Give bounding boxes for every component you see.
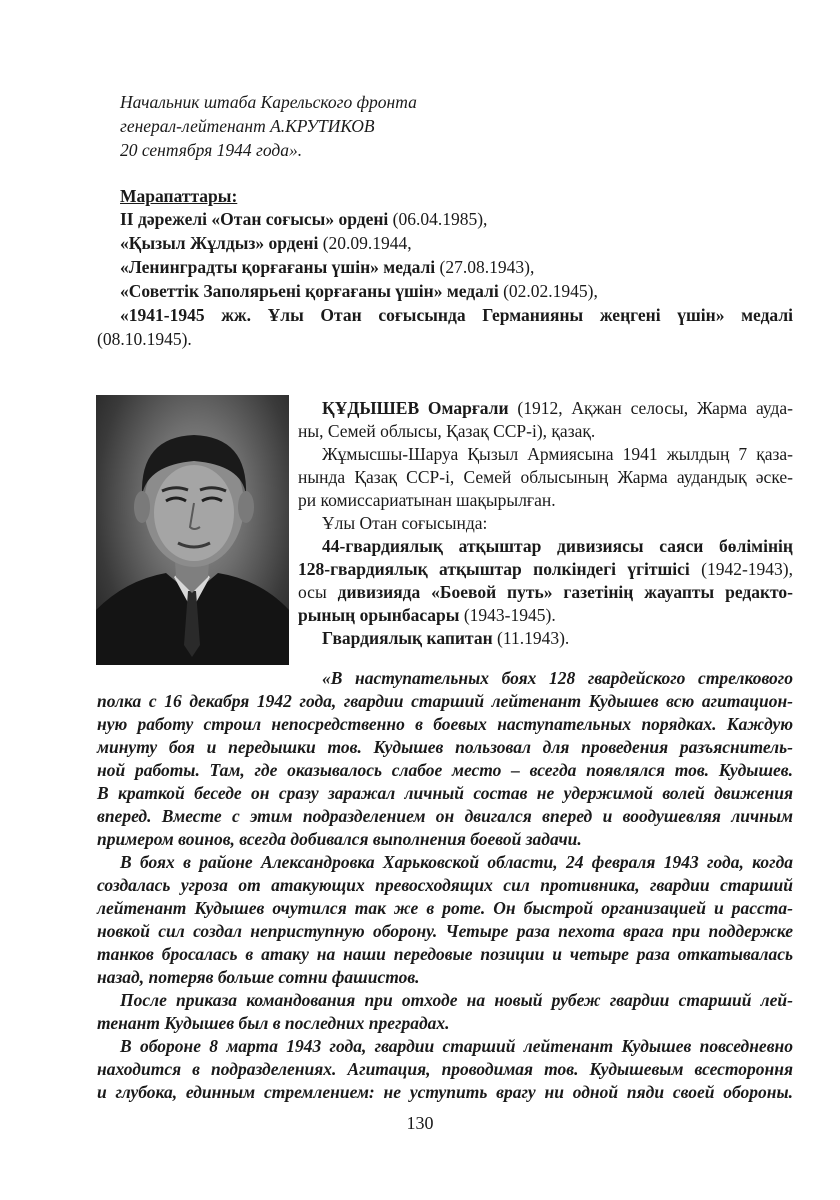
person-name: ҚҰДЫШЕВ Омарғали [322,398,509,418]
bio-text: дивизияда «Боевой путь» газетінің жауапты редакто- [337,582,793,602]
bio-text: рының орынбасары [298,605,460,625]
bio-line: ны, Семей облысы, Қазақ ССР-і), қазақ. [298,421,596,441]
citation-line: создалась угроза от атакующих превосходящих сил противника, гвардии старший [97,875,793,895]
bio-line: Ұлы Отан соғысында: [322,513,488,533]
citation-line: и глубока, единным стремлением: не уступить врагу ни одной пяди своей обороны. [97,1082,793,1102]
citation-line: ной работы. Там, где оказывалось слабое место – всегда появлялся тов. Кудышев. [97,760,793,780]
citation-line: вперед. Вместе с этим подразделением он двигался вперед и воодушевляя личным [97,806,793,826]
signature-line: 20 сентября 1944 года». [120,140,303,160]
bio-line: ри комиссариатынан шақырылған. [298,490,556,510]
award-date: (02.02.1945), [498,281,598,301]
award-item [120,304,793,326]
bio-text: 128-гвардиялық атқыштар полкіндегі үгітшісі [298,559,690,579]
bio-text: (1912, Ақжан селосы, Жарма ауда- [508,398,793,418]
bio-line [322,627,569,649]
citation-line: назад, потеряв больше сотни фашистов. [97,967,420,987]
awards-heading: Марапаттары: [120,186,238,206]
bio-text: осы [298,582,338,602]
citation-line: В обороне 8 марта 1943 года, гвардии старший лейтенант Кудышев повседневно [120,1036,793,1056]
citation-line: ную работу строил непосредственно в боевых наступательных порядках. Каждую [97,714,793,734]
bio-line: нында Қазақ ССР-і, Семей облысының Жарма аудандық әске- [298,467,793,487]
award-date: (06.04.1985), [388,209,488,229]
award-item [120,280,598,302]
bio-line [298,558,793,580]
bio-text: (1943-1945). [459,605,556,625]
award-name: «Қызыл Жұлдыз» ордені [120,233,319,253]
signature-line: генерал-лейтенант А.КРУТИКОВ [120,116,375,136]
bio-line [298,581,793,603]
citation-line: находится в подразделениях. Агитация, проводимая тов. Кудышевым всестороння [97,1059,793,1079]
award-date: (27.08.1943), [435,257,535,277]
award-name: «Ленинградты қорғағаны үшін» медалі [120,257,436,277]
citation-line: В краткой беседе он сразу заражал личный состав не удержимой волей движения [97,783,793,803]
citation-line: примером воинов, всегда добивался выполнения боевой задачи. [97,829,582,849]
award-date: (08.10.1945). [97,329,192,349]
bio-text: (11.1943). [492,628,570,648]
rank: Гвардиялық капитан [322,628,493,648]
citation-line: новкой сил создал неприступную оборону. Четыре раза пехота врага при поддержке [97,921,793,941]
portrait-photo [96,395,289,665]
bio-text: (1942-1943), [689,559,793,579]
bio-line [298,604,793,626]
citation-line: полка с 16 декабря 1942 года, гвардии старший лейтенант Кудышев всю агитацион- [97,691,793,711]
signature-line: Начальник штаба Карельского фронта [120,92,417,112]
citation-line: лейтенант Кудышев очутился так же в роте. Он быстрой организацией и расста- [97,898,793,918]
citation-line: После приказа командования при отходе на новый рубеж гвардии старший лей- [120,990,793,1010]
citation-line: тенант Кудышев был в последних преградах. [97,1013,450,1033]
bio-line [322,397,793,419]
award-date: (20.09.1944, [318,233,412,253]
award-name: «Советтік Заполярьені қорғағаны үшін» медалі [120,281,499,301]
bio-line: Жұмысшы-Шаруа Қызыл Армиясына 1941 жылдың 7 қаза- [322,444,793,464]
bio-line: 44-гвардиялық атқыштар дивизиясы саяси бөлімінің [322,536,793,556]
citation-line: танков бросалась в атаку на наши передовые позиции и четыре раза откатывалась [97,944,793,964]
award-item [120,208,487,230]
award-item [120,232,412,254]
award-item [120,256,534,278]
citation-line: минуту боя и передышки тов. Кудышев пользовал для проведения разъяснитель- [97,737,793,757]
citation-line: В боях в районе Александровка Харьковской области, 24 февраля 1943 года, когда [120,852,793,872]
portrait-photo-icon [96,395,289,665]
citation-line: «В наступательных боях 128 гвардейского стрелкового [322,668,793,688]
award-name: ІІ дәрежелі «Отан соғысы» ордені [120,209,389,229]
page-number: 130 [406,1113,434,1133]
award-name: «1941-1945 жж. Ұлы Отан соғысында Германияны жеңгені үшін» медалі [120,305,793,325]
